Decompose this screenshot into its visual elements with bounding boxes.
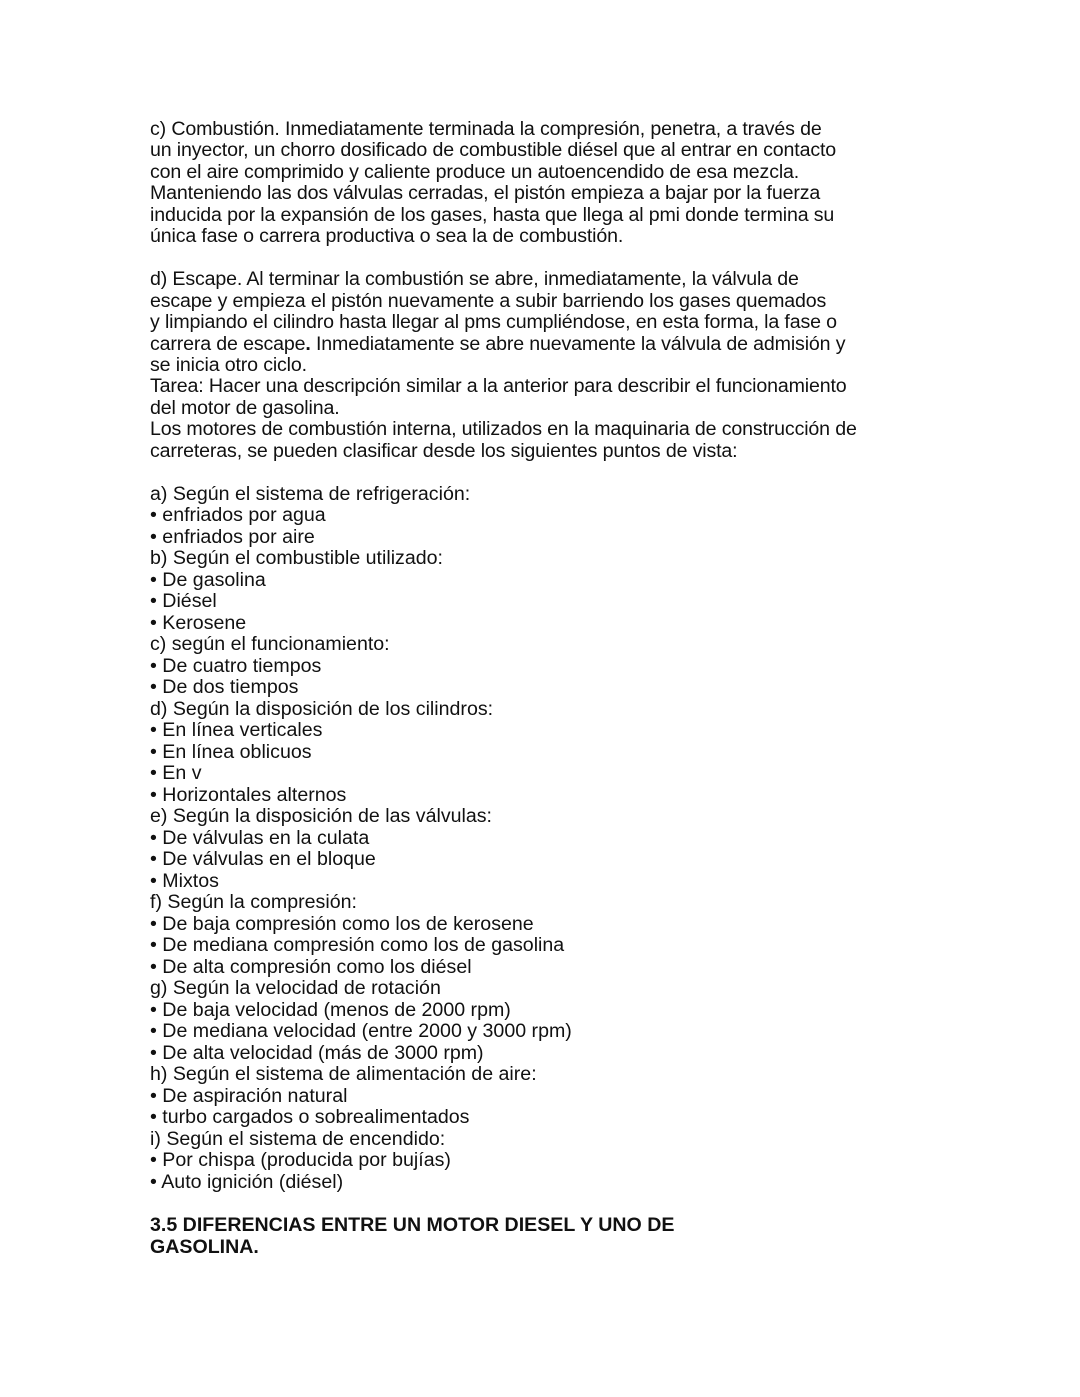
list-item: • turbo cargados o sobrealimentados [150, 1106, 470, 1129]
text-line: c) Combustión. Inmediatamente terminada la compresión, penetra, a través de [150, 118, 822, 140]
text-fragment: Inmediatamente se abre nuevamente la válvula de admisión y [310, 332, 846, 355]
list-item: • De cuatro tiempos [150, 654, 322, 677]
text-line: Manteniendo las dos válvulas cerradas, el pistón empieza a bajar por la fuerza [150, 182, 821, 205]
text-line [150, 334, 950, 355]
text-line: inducida por la expansión de los gases, hasta que llega al pmi donde termina su [150, 203, 835, 226]
classification-list [150, 484, 950, 1194]
list-category: c) según el funcionamiento: [150, 633, 390, 656]
list-item: • De mediana velocidad (entre 2000 y 3000 rpm) [150, 1020, 572, 1043]
list-category: b) Según el combustible utilizado: [150, 547, 443, 570]
section-heading [150, 1215, 950, 1258]
heading-line: 3.5 DIFERENCIAS ENTRE UN MOTOR DIESEL Y UNO DE [150, 1214, 675, 1237]
task-line: del motor de gasolina. [150, 396, 340, 419]
list-item: • De gasolina [150, 568, 266, 591]
list-category: h) Según el sistema de alimentación de aire: [150, 1063, 537, 1086]
list-item: • De baja compresión como los de kerosene [150, 912, 534, 935]
text-line: y limpiando el cilindro hasta llegar al pms cumpliéndose, en esta forma, la fase o [150, 311, 837, 334]
list-item: • En línea verticales [150, 719, 323, 742]
heading-line: GASOLINA. [150, 1235, 259, 1258]
paragraph-gap [150, 462, 950, 484]
list-category: d) Según la disposición de los cilindros: [150, 697, 494, 720]
text-fragment: carrera de escape [150, 332, 306, 355]
text-line: escape y empieza el pistón nuevamente a subir barriendo los gases quemados [150, 289, 827, 312]
list-item: • enfriados por agua [150, 504, 326, 527]
list-category: i) Según el sistema de encendido: [150, 1127, 446, 1150]
text-line: única fase o carrera productiva o sea la de combustión. [150, 225, 624, 248]
paragraph-gap [150, 248, 950, 270]
list-item: • De aspiración natural [150, 1084, 348, 1107]
list-item: • En línea oblicuos [150, 740, 312, 763]
list-item: • De alta compresión como los diésel [150, 955, 472, 978]
bold-period: . [305, 332, 311, 355]
list-item: • En v [150, 762, 202, 785]
text-line: carreteras, se pueden clasificar desde los siguientes puntos de vista: [150, 439, 738, 462]
task-line: Tarea: Hacer una descripción similar a la anterior para describir el funcionamiento [150, 375, 847, 398]
paragraph-escape [150, 269, 950, 462]
list-category: g) Según la velocidad de rotación [150, 977, 441, 1000]
list-item: • Diésel [150, 590, 217, 613]
list-item: • Por chispa (producida por bujías) [150, 1149, 451, 1172]
list-category: a) Según el sistema de refrigeración: [150, 482, 471, 505]
paragraph-combustion [150, 119, 950, 248]
document-page [150, 119, 950, 1258]
text-line: un inyector, un chorro dosificado de combustible diésel que al entrar en contacto [150, 139, 837, 162]
list-item: • Kerosene [150, 611, 247, 634]
list-item: • Horizontales alternos [150, 783, 347, 806]
list-category: e) Según la disposición de las válvulas: [150, 805, 493, 828]
list-item: • De mediana compresión como los de gasolina [150, 934, 565, 957]
text-line: d) Escape. Al terminar la combustión se abre, inmediatamente, la válvula de [150, 268, 799, 291]
list-item: • De dos tiempos [150, 676, 299, 699]
list-item: • Mixtos [150, 869, 219, 892]
text-line: Los motores de combustión interna, utilizados en la maquinaria de construcción de [150, 418, 857, 441]
list-item: • De válvulas en el bloque [150, 848, 376, 871]
list-item: • enfriados por aire [150, 525, 315, 548]
list-item: • De baja velocidad (menos de 2000 rpm) [150, 998, 511, 1021]
list-category: f) Según la compresión: [150, 891, 357, 914]
text-line: con el aire comprimido y caliente produce un autoencendido de esa mezcla. [150, 160, 800, 183]
list-item: • De alta velocidad (más de 3000 rpm) [150, 1041, 484, 1064]
list-item: • Auto ignición (diésel) [150, 1170, 344, 1193]
text-line: se inicia otro ciclo. [150, 354, 307, 377]
list-item: • De válvulas en la culata [150, 826, 370, 849]
